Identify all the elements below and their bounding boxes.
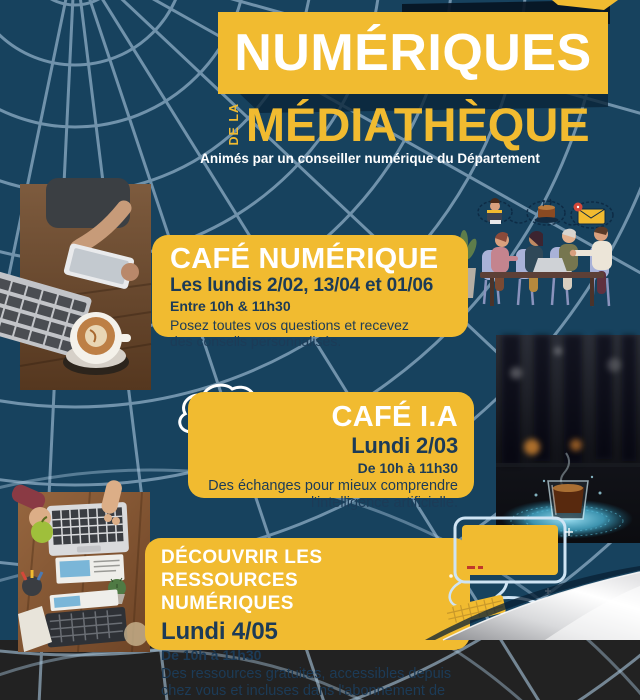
title-prefix-de-la: DE LA	[227, 102, 242, 146]
decouvrir-date: Lundi 4/05	[161, 618, 278, 646]
title-banner	[218, 12, 608, 94]
cafe-numerique-time: Entre 10h & 11h30	[170, 298, 291, 315]
title-secondary-row	[204, 96, 614, 152]
section-cafe-ia	[188, 392, 474, 512]
poster-subtitle: Animés par un conseiller numérique du Département	[200, 151, 540, 166]
illustration-people-table	[440, 192, 640, 314]
section-decouvrir-ressources	[145, 538, 470, 699]
decouvrir-title: DÉCOUVRIR LES RESSOURCES NUMÉRIQUES	[161, 547, 323, 614]
section-cafe-numerique	[152, 235, 468, 350]
cafe-ia-time: De 10h à 11h30	[357, 459, 458, 476]
photo-espresso-tech	[496, 335, 640, 543]
decouvrir-time: De 10h à 11h30	[161, 647, 262, 664]
figure-1	[491, 232, 518, 291]
cafe-numerique-description: Posez toutes vos questions et recevez des conseils personnalisés.	[170, 316, 409, 350]
poster-title-main: NUMÉRIQUES	[234, 24, 592, 82]
cafe-numerique-dates: Les lundis 2/02, 13/04 et 01/06	[170, 275, 434, 297]
photo-desk-laptops	[18, 492, 150, 652]
photo-tablet-coffee	[20, 184, 151, 390]
cafe-ia-title: CAFÉ I.A	[331, 401, 458, 433]
page-curl	[425, 568, 640, 640]
cafe-ia-date: Lundi 2/03	[351, 433, 458, 459]
doodle-yellow-mail	[574, 203, 606, 225]
cafe-numerique-title: CAFÉ NUMÉRIQUE	[170, 243, 439, 275]
poster-title-secondary: MÉDIATHÈQUE	[245, 97, 590, 151]
decouvrir-description: Des ressources gratuites, accessibles depuis chez vous et incluses dans l'abonnement de	[161, 665, 452, 699]
cafe-ia-description: Des échanges pour mieux comprendre l'intelligence artificielle.	[208, 478, 458, 512]
